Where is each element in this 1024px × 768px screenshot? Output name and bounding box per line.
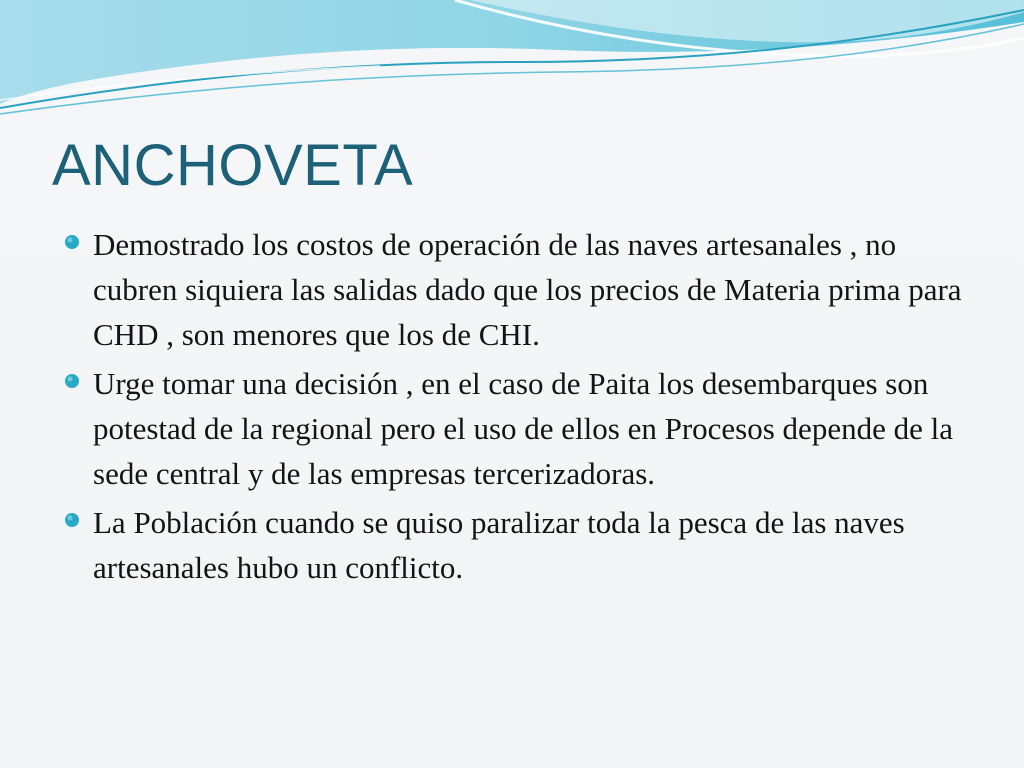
bullet-text: Demostrado los costos de operación de las naves artesanales , no cubren siquiera las salidas dado que los precios de Materia prima para CHD , son menores que los de CHI. — [93, 227, 962, 352]
bullet-list — [60, 222, 970, 594]
bullet-text: Urge tomar una decisión , en el caso de Paita los desembarques son potestad de la regional pero el uso de ellos en Procesos depende de la sede central y de las empresas tercerizadoras. — [93, 366, 953, 491]
circle-bullet-icon — [63, 372, 81, 390]
bullet-item — [60, 222, 970, 357]
bullet-item — [60, 500, 970, 590]
wave-decoration — [0, 0, 1024, 130]
circle-bullet-icon — [63, 233, 81, 251]
bullet-item — [60, 361, 970, 496]
bullet-text: La Población cuando se quiso paralizar toda la pesca de las naves artesanales hubo un conflicto. — [93, 505, 905, 585]
circle-bullet-icon — [63, 511, 81, 529]
slide-title: ANCHOVETA — [52, 133, 414, 198]
